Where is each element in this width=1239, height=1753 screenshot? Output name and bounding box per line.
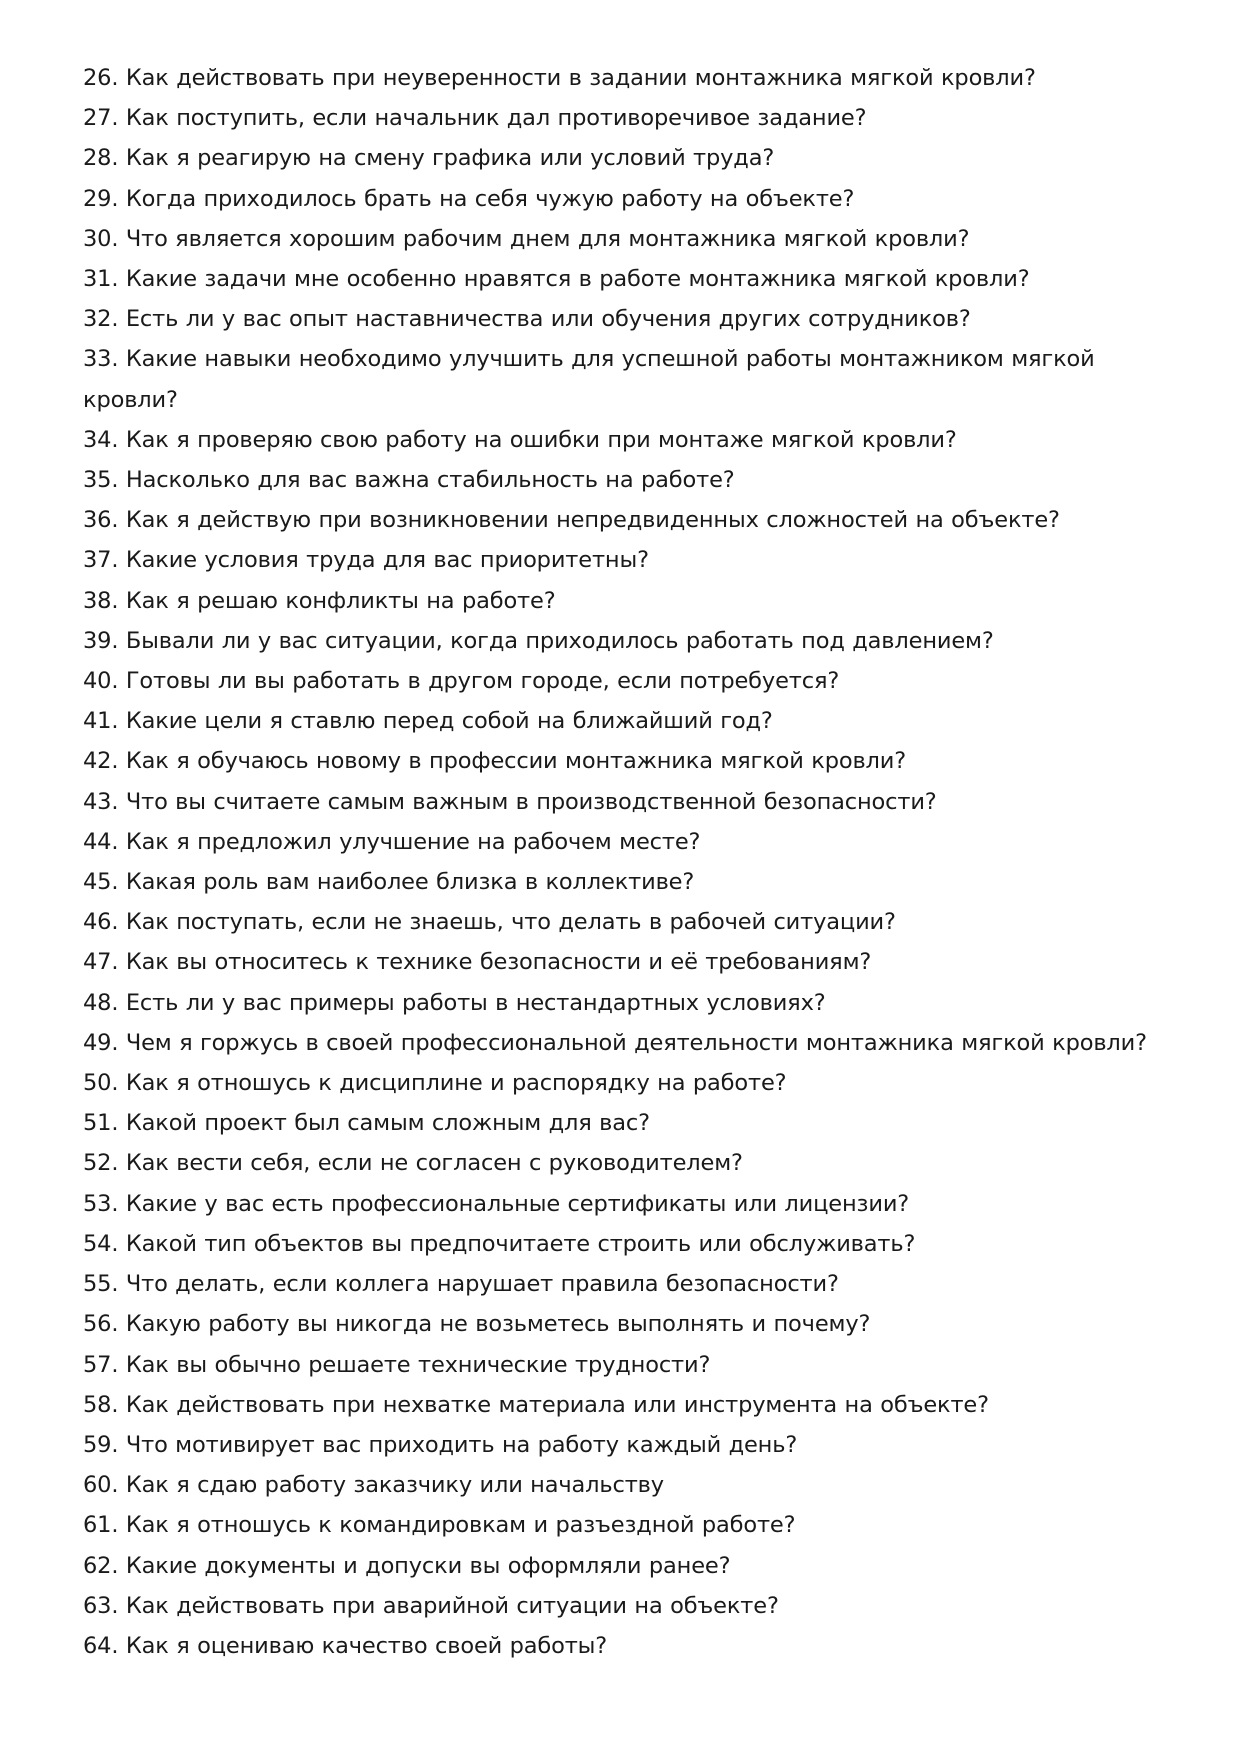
question-item: 30. Что является хорошим рабочим днем для монтажника мягкой кровли?	[83, 225, 970, 252]
question-item: 60. Как я сдаю работу заказчику или начальству	[83, 1472, 664, 1499]
question-item: 55. Что делать, если коллега нарушает правила безопасности?	[83, 1271, 839, 1298]
question-item: 56. Какую работу вы никогда не возьметесь выполнять и почему?	[83, 1311, 871, 1338]
question-item: 50. Как я отношусь к дисциплине и распорядку на работе?	[83, 1070, 787, 1097]
question-item: 51. Какой проект был самым сложным для вас?	[83, 1110, 650, 1137]
question-item: 54. Какой тип объектов вы предпочитаете строить или обслуживать?	[83, 1230, 916, 1257]
question-item: 59. Что мотивирует вас приходить на работу каждый день?	[83, 1431, 798, 1458]
question-item: 58. Как действовать при нехватке материала или инструмента на объекте?	[83, 1391, 989, 1418]
question-item: 34. Как я проверяю свою работу на ошибки при монтаже мягкой кровли?	[83, 426, 957, 453]
question-item: 43. Что вы считаете самым важным в производственной безопасности?	[83, 788, 937, 815]
question-item: 26. Как действовать при неуверенности в задании монтажника мягкой кровли?	[83, 65, 1036, 91]
question-item: 63. Как действовать при аварийной ситуации на объекте?	[83, 1592, 779, 1619]
question-list	[83, 58, 1163, 1666]
question-item: 62. Какие документы и допуски вы оформляли ранее?	[83, 1552, 731, 1579]
question-item: 53. Какие у вас есть профессиональные сертификаты или лицензии?	[83, 1190, 910, 1217]
question-item: 47. Как вы относитесь к технике безопасности и её требованиям?	[83, 949, 872, 976]
question-item: 29. Когда приходилось брать на себя чужую работу на объекте?	[83, 185, 855, 212]
question-item: 41. Какие цели я ставлю перед собой на ближайший год?	[83, 708, 773, 735]
question-item: 39. Бывали ли у вас ситуации, когда приходилось работать под давлением?	[83, 627, 994, 654]
question-item: 44. Как я предложил улучшение на рабочем месте?	[83, 828, 701, 855]
question-item: 31. Какие задачи мне особенно нравятся в работе монтажника мягкой кровли?	[83, 266, 1030, 293]
question-item: 57. Как вы обычно решаете технические трудности?	[83, 1351, 711, 1378]
question-item: 32. Есть ли у вас опыт наставничества или обучения других сотрудников?	[83, 306, 971, 333]
question-item: 38. Как я решаю конфликты на работе?	[83, 587, 556, 614]
question-item: 33. Какие навыки необходимо улучшить для успешной работы монтажником мягкой кровли?	[83, 346, 1095, 413]
question-item: 45. Какая роль вам наиболее близка в коллективе?	[83, 869, 695, 896]
document-page	[83, 58, 1163, 1666]
question-item: 64. Как я оцениваю качество своей работы?	[83, 1632, 608, 1659]
question-item: 37. Какие условия труда для вас приоритетны?	[83, 547, 649, 574]
question-item: 42. Как я обучаюсь новому в профессии монтажника мягкой кровли?	[83, 748, 907, 775]
question-item: 46. Как поступать, если не знаешь, что делать в рабочей ситуации?	[83, 909, 896, 936]
question-item: 27. Как поступить, если начальник дал противоречивое задание?	[83, 105, 867, 132]
question-item: 48. Есть ли у вас примеры работы в нестандартных условиях?	[83, 989, 826, 1016]
question-item: 36. Как я действую при возникновении непредвиденных сложностей на объекте?	[83, 507, 1060, 534]
question-item: 52. Как вести себя, если не согласен с руководителем?	[83, 1150, 743, 1177]
question-item: 40. Готовы ли вы работать в другом городе, если потребуется?	[83, 668, 840, 695]
question-item: 28. Как я реагирую на смену графика или условий труда?	[83, 145, 775, 172]
question-item: 49. Чем я горжусь в своей профессиональной деятельности монтажника мягкой кровли?	[83, 1029, 1147, 1056]
question-item: 35. Насколько для вас важна стабильность на работе?	[83, 467, 735, 494]
question-item: 61. Как я отношусь к командировкам и разъездной работе?	[83, 1512, 796, 1539]
